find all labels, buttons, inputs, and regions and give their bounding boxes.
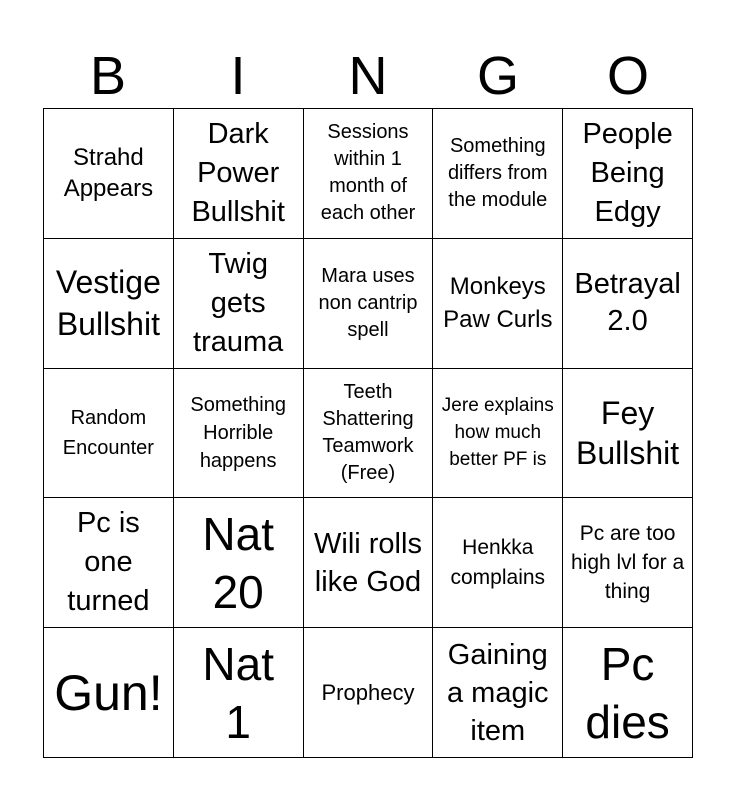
cell-text: Something differs from the module bbox=[447, 134, 548, 211]
cell-text: Prophecy bbox=[321, 680, 415, 706]
cell-text: Something Horrible happens bbox=[190, 393, 286, 472]
cell-text: Pc dies bbox=[585, 637, 670, 748]
bingo-cell[interactable] bbox=[174, 628, 304, 758]
cell-text: Mara uses non cantrip spell bbox=[318, 264, 418, 341]
bingo-cell[interactable] bbox=[304, 498, 434, 628]
header-letter-b: B bbox=[89, 46, 127, 106]
bingo-cell[interactable] bbox=[174, 369, 304, 499]
bingo-cell[interactable] bbox=[44, 498, 174, 628]
bingo-cell[interactable] bbox=[563, 628, 693, 758]
bingo-cell[interactable] bbox=[433, 498, 563, 628]
cell-text: Monkeys Paw Curls bbox=[443, 273, 553, 334]
bingo-cell[interactable] bbox=[44, 369, 174, 499]
cell-text: Fey Bullshit bbox=[576, 394, 680, 471]
cell-text: People Being Edgy bbox=[582, 117, 673, 228]
cell-text: Nat 1 bbox=[202, 637, 274, 748]
cell-text: Pc is one turned bbox=[67, 507, 150, 618]
bingo-cell[interactable] bbox=[44, 239, 174, 369]
cell-text: Dark Power Bullshit bbox=[191, 117, 285, 228]
cell-text: Random Encounter bbox=[62, 406, 154, 459]
bingo-cell[interactable] bbox=[563, 109, 693, 239]
header-letter-n: N bbox=[348, 46, 388, 106]
bingo-cell[interactable] bbox=[563, 369, 693, 499]
bingo-cell[interactable] bbox=[563, 498, 693, 628]
bingo-cell[interactable] bbox=[44, 109, 174, 239]
bingo-header bbox=[43, 44, 693, 108]
cell-text: Betrayal 2.0 bbox=[574, 268, 681, 338]
cell-text: Nat 20 bbox=[202, 507, 274, 618]
bingo-cell[interactable] bbox=[174, 109, 304, 239]
header-letter-o: O bbox=[606, 46, 649, 106]
bingo-cell[interactable] bbox=[44, 628, 174, 758]
bingo-cell[interactable] bbox=[304, 628, 434, 758]
cell-text: Pc are too high lvl for a thing bbox=[570, 522, 685, 604]
cell-text: Strahd Appears bbox=[63, 144, 154, 203]
bingo-cell[interactable] bbox=[433, 239, 563, 369]
bingo-cell[interactable] bbox=[304, 239, 434, 369]
cell-text: Gaining a magic item bbox=[447, 638, 549, 747]
header-letter-i: I bbox=[230, 46, 246, 106]
bingo-cell[interactable] bbox=[174, 498, 304, 628]
bingo-cell[interactable] bbox=[174, 239, 304, 369]
bingo-cell[interactable] bbox=[563, 239, 693, 369]
bingo-cell[interactable] bbox=[433, 628, 563, 758]
bingo-cell[interactable] bbox=[304, 109, 434, 239]
header-letter-g: G bbox=[476, 46, 519, 106]
cell-text: Gun! bbox=[54, 664, 163, 721]
bingo-cell[interactable] bbox=[433, 369, 563, 499]
cell-text: Wili rolls like God bbox=[314, 527, 422, 598]
cell-text: Vestige Bullshit bbox=[55, 264, 161, 343]
cell-text: Jere explains how much better PF is bbox=[441, 395, 554, 471]
cell-text: Twig gets trauma bbox=[193, 247, 284, 358]
cell-text: Sessions within 1 month of each other bbox=[320, 121, 416, 225]
bingo-grid bbox=[43, 108, 693, 758]
cell-text: Teeth Shattering Teamwork (Free) bbox=[322, 380, 414, 484]
cell-text: Henkka complains bbox=[450, 535, 546, 589]
bingo-cell[interactable] bbox=[304, 369, 434, 499]
bingo-cell[interactable] bbox=[433, 109, 563, 239]
